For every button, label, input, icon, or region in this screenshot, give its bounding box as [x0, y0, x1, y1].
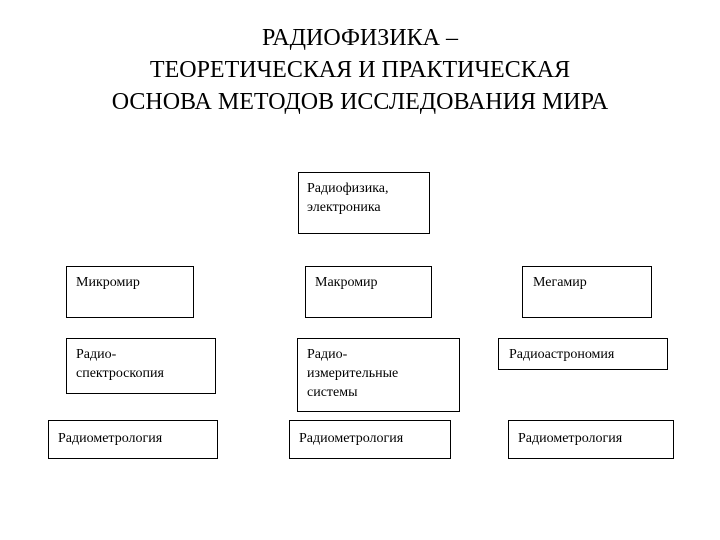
root-box-radiophysics-electronics: Радиофизика, электроника [298, 172, 430, 234]
title-line-3: ОСНОВА МЕТОДОВ ИССЛЕДОВАНИЯ МИРА [111, 89, 609, 115]
title-line-1: РАДИОФИЗИКА – [262, 25, 458, 51]
box-radioastronomy: Радиоастрономия [498, 338, 668, 370]
box-micro-world: Микромир [66, 266, 194, 318]
box-radiometrology-mega: Радиометрология [508, 420, 674, 459]
box-radiometrology-macro: Радиометрология [289, 420, 451, 459]
box-radio-measuring-systems: Радио- измерительные системы [297, 338, 460, 412]
box-macro-world: Макромир [305, 266, 432, 318]
slide-title [0, 22, 720, 118]
box-radiospectroscopy: Радио- спектроскопия [66, 338, 216, 394]
box-mega-world: Мегамир [522, 266, 652, 318]
title-line-2: ТЕОРЕТИЧЕСКАЯ И ПРАКТИЧЕСКАЯ [149, 57, 571, 83]
box-radiometrology-micro: Радиометрология [48, 420, 218, 459]
